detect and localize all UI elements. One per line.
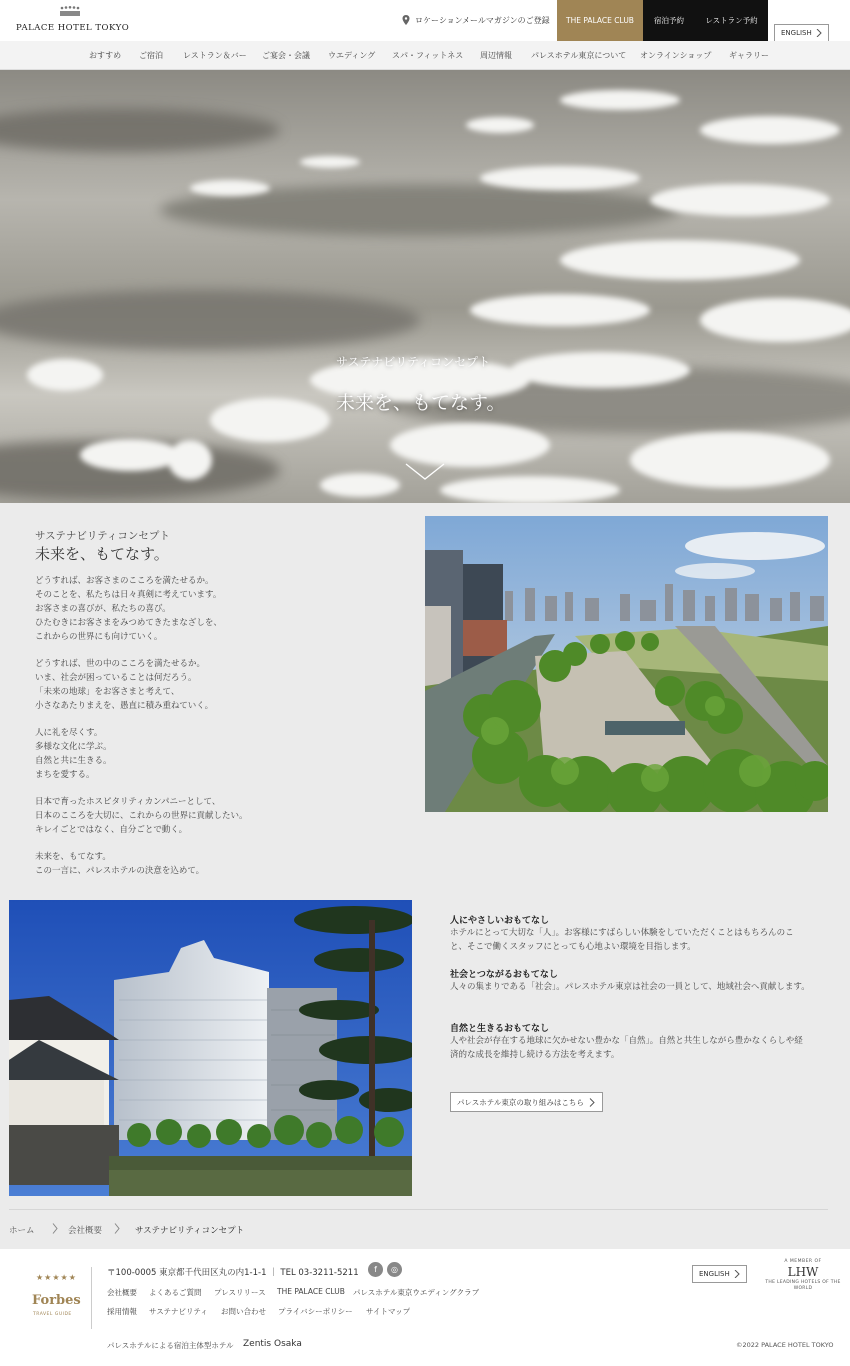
footer-link-privacy[interactable]: プライバシーポリシー bbox=[278, 1307, 353, 1316]
nav-item-gallery[interactable]: ギャラリー bbox=[729, 51, 769, 60]
chevron-right-icon bbox=[114, 1223, 120, 1234]
concept-body bbox=[35, 574, 395, 891]
instagram-icon[interactable]: ◎ bbox=[387, 1262, 402, 1277]
language-label: ENGLISH bbox=[781, 29, 812, 37]
pillar-text: ホテルにとって大切な「人」。お客様にすばらしい体験をしていただくことはもちろんのこと、そこで働くスタッフにとっても心地よい環境を目指します。 bbox=[450, 928, 794, 952]
footer-link-wedding-club[interactable]: パレスホテル東京ウエディングクラブ bbox=[353, 1288, 480, 1297]
lhw-mark: LHW bbox=[787, 1265, 819, 1279]
nav-item-wedding[interactable]: ウエディング bbox=[328, 51, 376, 60]
footer-link-company[interactable]: 会社概要 bbox=[107, 1288, 137, 1297]
initiatives-link-label: パレスホテル東京の取り組みはこちら bbox=[457, 1097, 584, 1107]
footer-link-sustainability[interactable]: サステナビリティ bbox=[149, 1307, 208, 1316]
concept-paragraph: 人に礼を尽くす。 多様な文化に学ぶ。 自然と共に生きる。 まちを愛する。 bbox=[35, 728, 112, 780]
chevron-down-icon[interactable] bbox=[404, 462, 446, 482]
pillar-title: 自然と生きるおもてなし bbox=[450, 1024, 550, 1034]
breadcrumb-divider bbox=[9, 1209, 828, 1210]
hotel-logo[interactable] bbox=[16, 6, 130, 36]
nav-item-spa[interactable]: スパ・フィットネス bbox=[392, 51, 464, 60]
footer-link-contact[interactable]: お問い合わせ bbox=[221, 1307, 266, 1316]
hotel-exterior-photo bbox=[9, 900, 412, 1196]
hero-title: 未来を、もてなす。 bbox=[336, 392, 506, 414]
site-footer bbox=[0, 1249, 850, 1366]
stay-booking-button[interactable]: 宿泊予約 bbox=[643, 0, 695, 41]
footer-address: 〒100-0005 東京都千代田区丸の内1-1-1 ｜ TEL 03-3211-5211 bbox=[107, 1268, 359, 1278]
footer-link-recruit[interactable]: 採用情報 bbox=[107, 1307, 137, 1316]
leading-hotels-logo[interactable] bbox=[764, 1259, 842, 1303]
pillar-title: 社会とつながるおもてなし bbox=[450, 970, 558, 980]
concept-paragraph: どうすれば、世の中のこころを満たせるか。 いま、社会が困っていることは何だろう。 「未来の地球」をお客さまと考えて、 小さなあたりまえを、愚直に積み重ねていく。 bbox=[35, 659, 214, 711]
language-switch-button[interactable] bbox=[774, 24, 829, 42]
pillar-title: 人にやさしいおもてなし bbox=[450, 916, 550, 926]
pillar-text: 人々の集まりである「社会」。パレスホテル東京は社会の一員として、地域社会へ貢献します。 bbox=[450, 982, 810, 992]
breadcrumb-company[interactable]: 会社概要 bbox=[68, 1226, 103, 1236]
initiatives-link-button[interactable] bbox=[450, 1092, 603, 1112]
nav-item-recommend[interactable]: おすすめ bbox=[89, 51, 122, 60]
language-label: ENGLISH bbox=[699, 1270, 730, 1278]
newsletter-link[interactable]: メールマガジンのご登録 bbox=[462, 16, 550, 25]
chevron-right-icon bbox=[815, 29, 823, 37]
facebook-icon[interactable]: f bbox=[368, 1262, 383, 1277]
chevron-right-icon bbox=[588, 1098, 596, 1107]
breadcrumb-current: サステナビリティコンセプト bbox=[135, 1226, 245, 1236]
forbes-wordmark: Forbes bbox=[32, 1293, 81, 1308]
concept-title: 未来を、もてなす。 bbox=[35, 545, 169, 563]
hero-subtitle: サステナビリティコンセプト bbox=[336, 355, 491, 369]
palace-club-button[interactable]: THE PALACE CLUB bbox=[557, 0, 643, 41]
partner-hotel-text: パレスホテルによる宿泊主体型ホテル bbox=[107, 1341, 234, 1350]
forbes-stars: ★★★★★ bbox=[36, 1273, 77, 1282]
water-surface-image bbox=[0, 70, 850, 503]
lhw-member-text: A MEMBER OF bbox=[784, 1259, 822, 1264]
footer-link-club[interactable]: THE PALACE CLUB bbox=[277, 1287, 345, 1296]
nav-item-restaurant[interactable]: レストラン＆バー bbox=[183, 51, 247, 60]
concept-paragraph: どうすれば、お客さまのこころを満たせるか。 そのことを、私たちは日々真剣に考えています。 お客さまの喜びが、私たちの喜び。 ひたむきにお客さまをみつめてきたまなざしを、 これからの世界にも向けていく。 bbox=[35, 576, 222, 642]
city-aerial-photo bbox=[425, 516, 828, 812]
nav-item-shop[interactable]: オンラインショップ bbox=[640, 51, 712, 60]
chevron-right-icon bbox=[733, 1270, 741, 1278]
main-nav bbox=[0, 41, 850, 70]
forbes-badge bbox=[30, 1273, 84, 1321]
nav-item-banquet[interactable]: ご宴会・会議 bbox=[262, 51, 310, 60]
nav-item-area[interactable]: 周辺情報 bbox=[480, 51, 512, 60]
partner-hotel-link[interactable]: Zentis Osaka bbox=[243, 1339, 302, 1349]
footer-language-button[interactable] bbox=[692, 1265, 747, 1283]
footer-link-press[interactable]: プレスリリース bbox=[214, 1288, 266, 1297]
site-header bbox=[0, 0, 850, 41]
restaurant-booking-button[interactable]: レストラン予約 bbox=[695, 0, 768, 41]
logo-text: PALACE HOTEL TOKYO bbox=[16, 23, 130, 33]
footer-divider bbox=[91, 1267, 92, 1329]
copyright-text: ©2022 PALACE HOTEL TOKYO bbox=[736, 1341, 834, 1349]
nav-item-stay[interactable]: ご宿泊 bbox=[139, 51, 163, 60]
concept-paragraph: 未来を、もてなす。 この一言に、パレスホテルの決意を込めて。 bbox=[35, 852, 205, 876]
location-pin-icon bbox=[402, 15, 410, 25]
crown-icon bbox=[58, 6, 82, 18]
lhw-name-text: THE LEADING HOTELS OF THE WORLD bbox=[765, 1280, 841, 1291]
chevron-right-icon bbox=[52, 1223, 58, 1234]
concept-label: サステナビリティコンセプト bbox=[35, 530, 170, 542]
location-link[interactable]: ロケーション bbox=[415, 16, 463, 25]
breadcrumb-home[interactable]: ホーム bbox=[9, 1226, 35, 1236]
footer-link-faq[interactable]: よくあるご質問 bbox=[149, 1288, 202, 1297]
pillar-text: 人や社会が存在する地球に欠かせない豊かな「自然」。自然と共生しながら豊かなくらしや経済的な成長を維持し続ける方法を考えます。 bbox=[450, 1036, 803, 1060]
forbes-subtitle: TRAVEL GUIDE bbox=[33, 1312, 72, 1317]
hero-banner bbox=[0, 70, 850, 503]
nav-item-about[interactable]: パレスホテル東京について bbox=[531, 51, 627, 60]
concept-paragraph: 日本で育ったホスピタリティカンパニーとして、 日本のこころを大切に、これからの世界に貢献したい。 キレイごとではなく、自分ごとで動く。 bbox=[35, 797, 248, 835]
footer-link-sitemap[interactable]: サイトマップ bbox=[366, 1307, 411, 1316]
